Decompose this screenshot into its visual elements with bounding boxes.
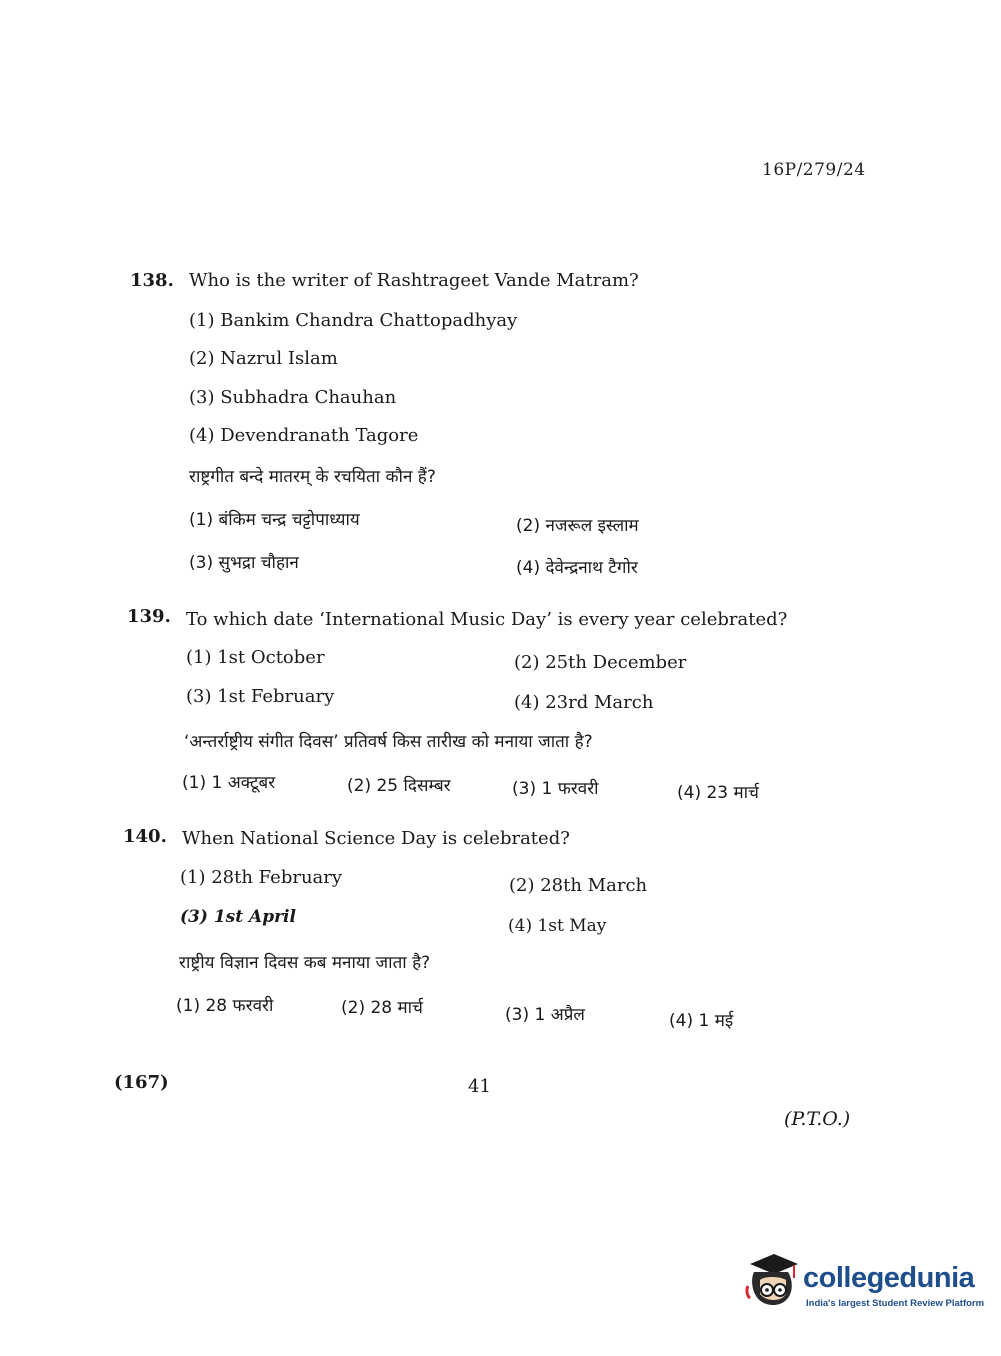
question-text-en: When National Science Day is celebrated? <box>182 828 570 849</box>
option-en: (3) Subhadra Chauhan <box>189 387 397 408</box>
option-en: (2) 25th December <box>514 652 687 673</box>
option-en: (4) 23rd March <box>514 692 654 713</box>
option-en: (1) 1st October <box>186 647 325 668</box>
option-hi: (2) 25 दिसम्बर <box>347 776 451 796</box>
option-hi: (4) 1 मई <box>669 1011 734 1031</box>
option-en: (3) 1st February <box>186 686 335 707</box>
option-en: (2) 28th March <box>509 875 648 896</box>
option-en: (1) 28th February <box>180 867 343 888</box>
question-text-hi: राष्ट्रीय विज्ञान दिवस कब मनाया जाता है? <box>179 953 431 973</box>
option-en: (4) 1st May <box>508 916 607 936</box>
option-hi: (3) सुभद्रा चौहान <box>189 553 299 573</box>
option-hi: (3) 1 अप्रैल <box>505 1005 585 1025</box>
question-number: 140. <box>123 826 167 847</box>
option-en: (4) Devendranath Tagore <box>189 425 419 446</box>
option-hi: (1) 1 अक्टूबर <box>182 773 276 793</box>
option-en: (1) Bankim Chandra Chattopadhyay <box>189 310 518 331</box>
question-number: 138. <box>130 270 174 291</box>
collegedunia-logo-icon <box>742 1250 802 1310</box>
question-number: 139. <box>127 606 171 627</box>
option-hi: (4) देवेन्द्रनाथ टैगोर <box>516 558 638 578</box>
question-text-en: To which date ‘International Music Day’ is every year celebrated? <box>186 609 788 630</box>
option-hi: (1) 28 फरवरी <box>176 996 274 1016</box>
option-hi: (1) बंकिम चन्द्र चट्टोपाध्याय <box>189 510 360 530</box>
page-number: 41 <box>468 1076 491 1097</box>
question-text-en: Who is the writer of Rashtrageet Vande Matram? <box>189 270 639 291</box>
question-text-hi: ‘अन्तर्राष्ट्रीय संगीत दिवस’ प्रतिवर्ष किस तारीख को मनाया जाता है? <box>184 732 593 752</box>
paper-code: 16P/279/24 <box>762 160 866 180</box>
option-en: (2) Nazrul Islam <box>189 348 338 369</box>
option-hi: (3) 1 फरवरी <box>512 779 599 799</box>
watermark-tagline: India's largest Student Review Platform <box>806 1298 985 1309</box>
question-text-hi: राष्ट्रगीत बन्दे मातरम् के रचयिता कौन हैं? <box>189 467 436 487</box>
watermark-brand: collegedunia <box>803 1262 975 1294</box>
option-hi: (2) नजरूल इस्लाम <box>516 516 639 536</box>
pto-label: (P.T.O.) <box>784 1108 851 1130</box>
option-hi: (4) 23 मार्च <box>677 783 759 803</box>
option-en: (3) 1st April <box>180 907 296 927</box>
set-code: (167) <box>114 1072 169 1093</box>
option-hi: (2) 28 मार्च <box>341 998 423 1018</box>
